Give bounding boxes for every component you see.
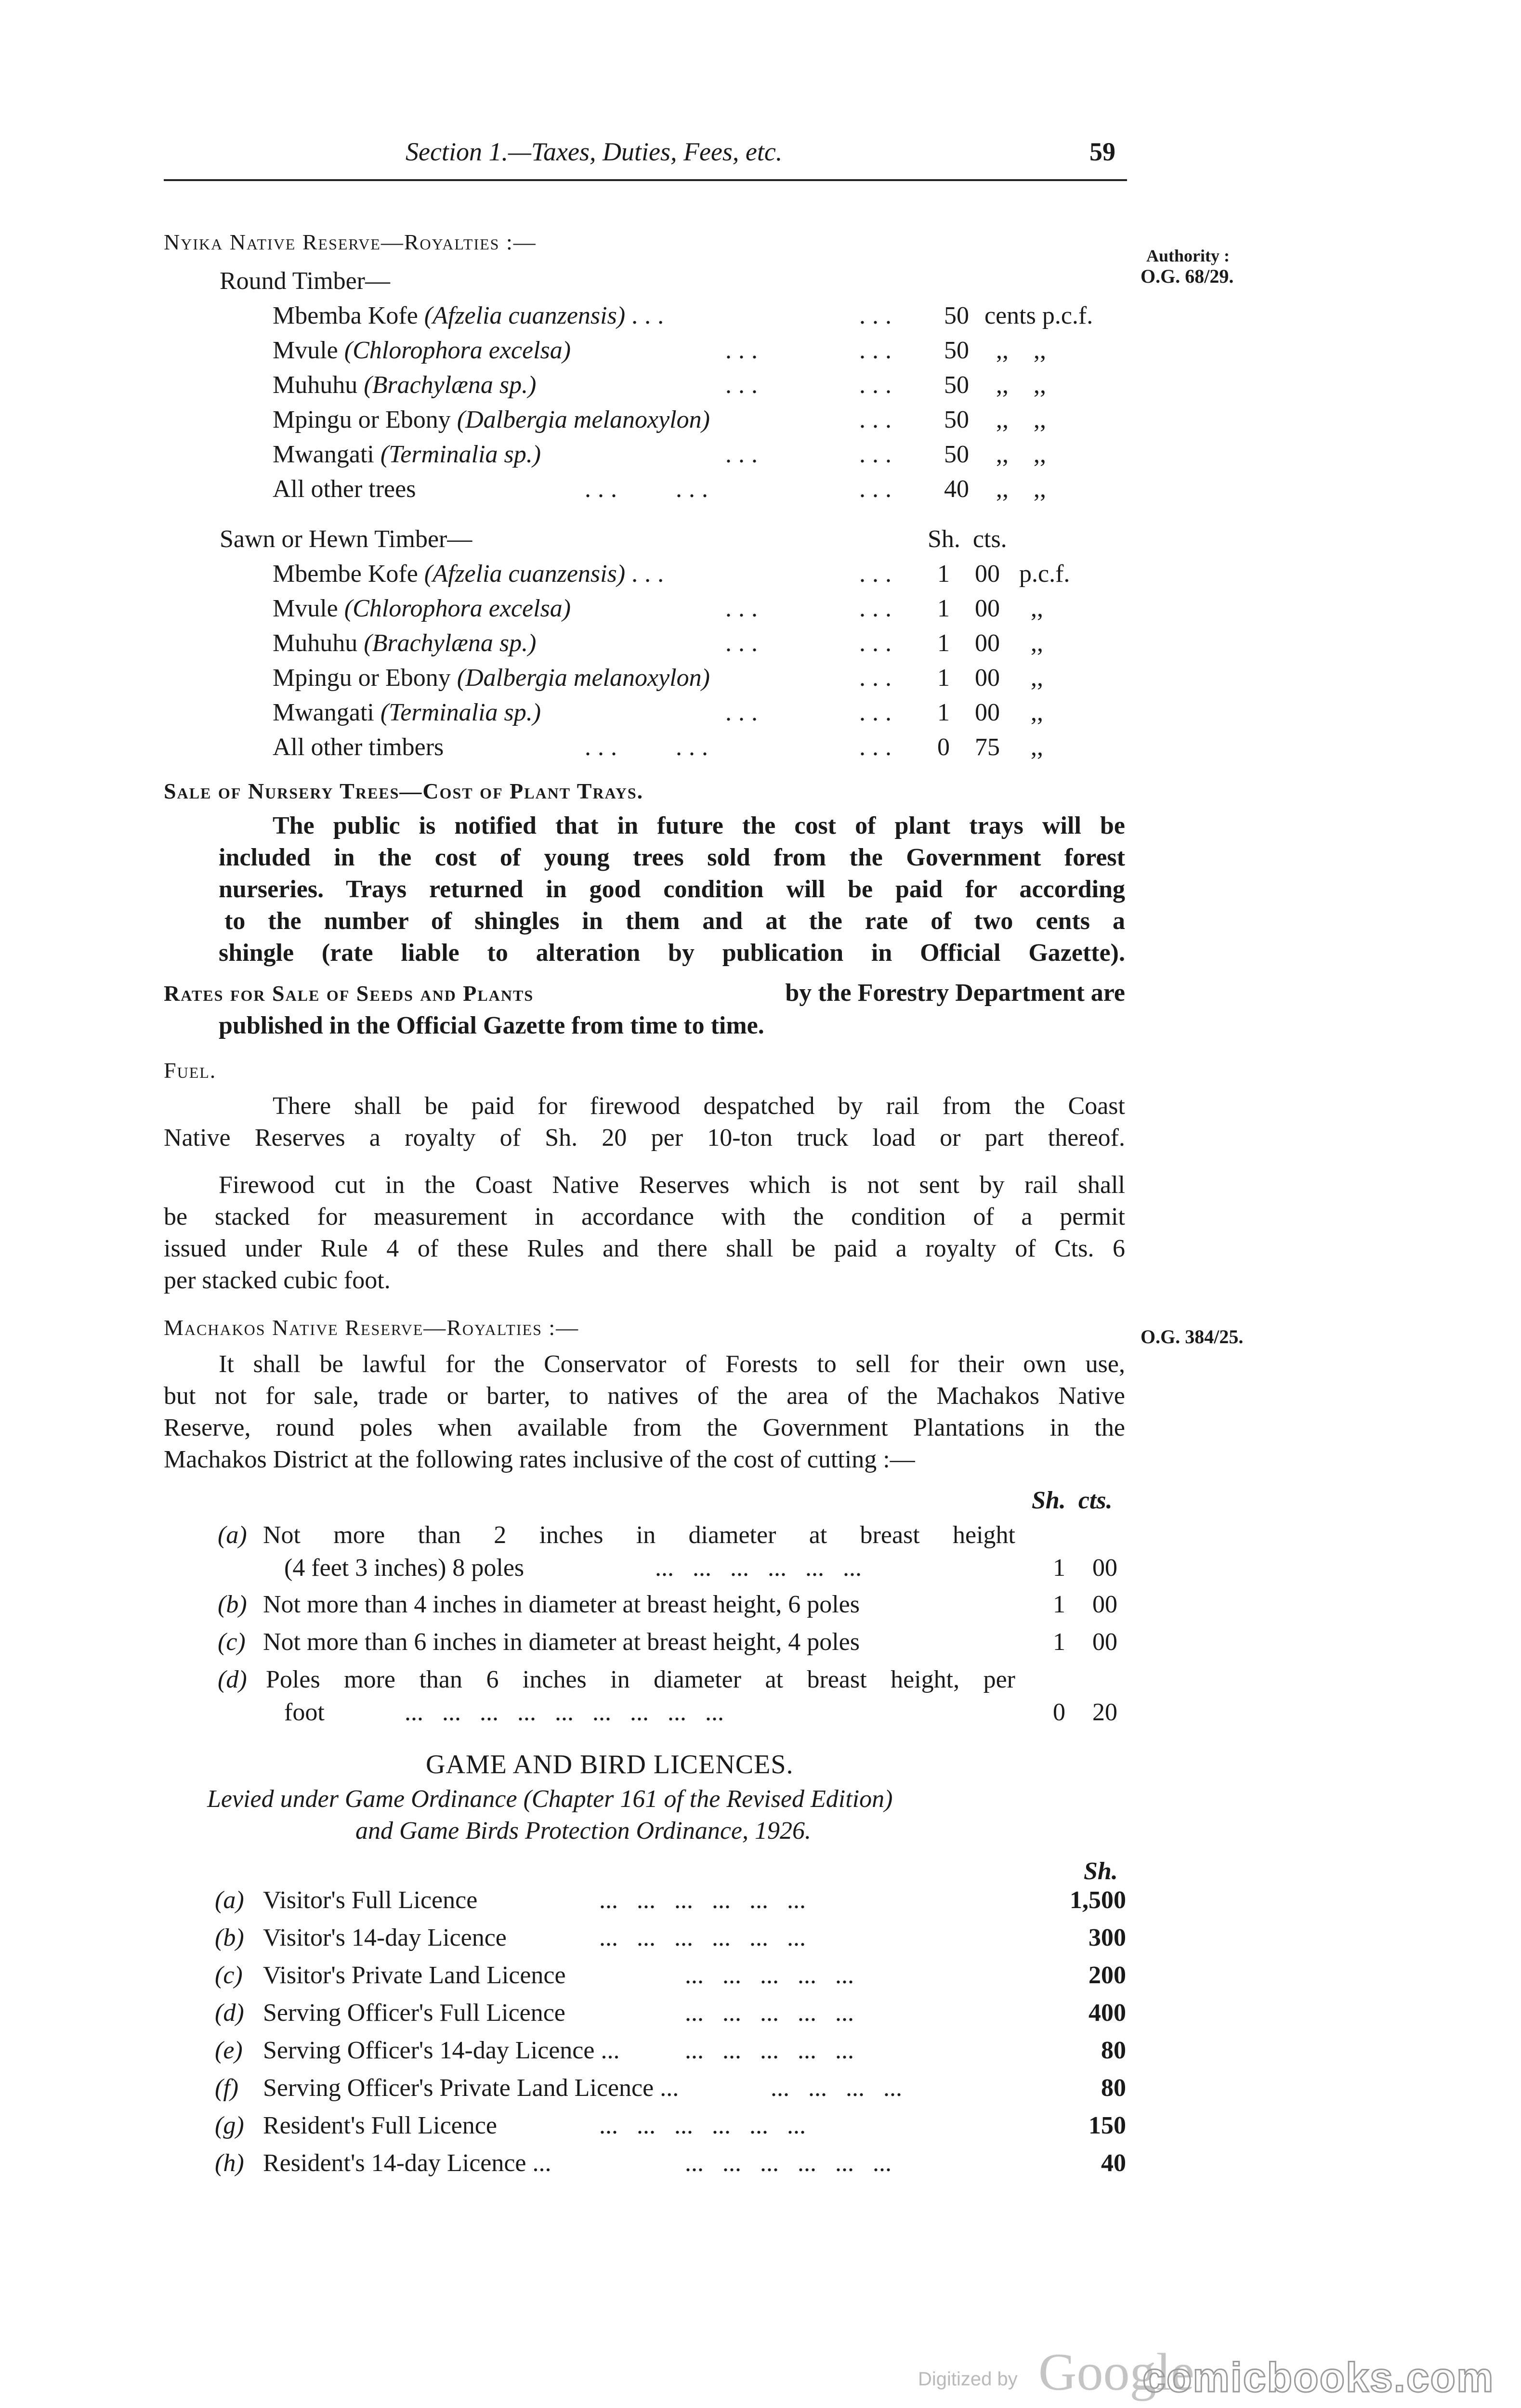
list-item: Mwangati (Terminalia sp.) bbox=[273, 441, 541, 468]
list-item: Muhuhu (Brachylæna sp.) bbox=[273, 371, 537, 399]
sh-value: 1 bbox=[937, 629, 950, 657]
nursery-heading: Sale of Nursery Trees—Cost of Plant Trays. bbox=[164, 779, 644, 803]
licence-name: Visitor's Full Licence bbox=[263, 1886, 478, 1914]
licence-fee: 150 bbox=[1088, 2112, 1126, 2139]
licence-name: Serving Officer's Private Land Licence ... bbox=[263, 2074, 679, 2102]
rate-value: 50 bbox=[944, 302, 969, 329]
leader-dots: ... ... ... ... ... ... bbox=[599, 2112, 806, 2139]
sh-value: 0 bbox=[1053, 1699, 1065, 1726]
item-letter: (c) bbox=[218, 1628, 246, 1656]
licence-fee: 200 bbox=[1088, 1962, 1126, 1989]
list-item: Mpingu or Ebony (Dalbergia melanoxylon) bbox=[273, 406, 710, 433]
cts-value: 00 bbox=[975, 560, 1000, 588]
licence-fee: 80 bbox=[1101, 2074, 1126, 2102]
rate-unit: ,, ,, bbox=[996, 406, 1046, 433]
rate-value: 50 bbox=[944, 406, 969, 433]
leader-dots: ... bbox=[725, 699, 764, 726]
rate-value: 50 bbox=[944, 371, 969, 399]
item-letter: (c) bbox=[215, 1962, 243, 1989]
cts-value: 00 bbox=[975, 699, 1000, 726]
licence-name: Resident's Full Licence bbox=[263, 2112, 497, 2139]
sh-value: 0 bbox=[937, 733, 950, 761]
cts-value: 00 bbox=[1092, 1628, 1117, 1656]
rate-value: 40 bbox=[944, 475, 969, 503]
fuel-paragraph-1: There shall be paid for firewood despatched by rail from the Coast Native Reserves a royalty of Sh. 20 per 10-ton truck load or part thereof. bbox=[164, 1092, 1125, 1152]
rate-value: 50 bbox=[944, 441, 969, 468]
rate-unit: p.c.f. bbox=[1019, 560, 1070, 588]
seeds-line-2: published in the Official Gazette from time to time. bbox=[219, 1012, 764, 1039]
rate-unit: ,, bbox=[1031, 595, 1043, 622]
machakos-heading: Machakos Native Reserve—Royalties :— bbox=[164, 1315, 579, 1340]
licence-name: Serving Officer's 14-day Licence ... bbox=[263, 2037, 620, 2064]
fuel-heading: Fuel. bbox=[164, 1058, 217, 1083]
list-item: Mvule (Chlorophora excelsa) bbox=[273, 595, 571, 622]
leader-dots: ... ... bbox=[585, 475, 715, 503]
header-rule bbox=[164, 179, 1127, 181]
leader-dots: ... ... ... ... bbox=[771, 2074, 902, 2102]
page-number: 59 bbox=[1089, 137, 1115, 166]
leader-dots: ... bbox=[859, 560, 898, 588]
list-item: Mpingu or Ebony (Dalbergia melanoxylon) bbox=[273, 664, 710, 692]
rate-unit: ,, bbox=[1031, 664, 1043, 692]
rate-unit: ,, ,, bbox=[996, 441, 1046, 468]
list-item: Mwangati (Terminalia sp.) bbox=[273, 699, 541, 726]
leader-dots: ... bbox=[859, 629, 898, 657]
sh-value: 1 bbox=[937, 560, 950, 588]
leader-dots: ... bbox=[859, 664, 898, 692]
leader-dots: ... bbox=[859, 699, 898, 726]
leader-dots: ... bbox=[859, 475, 898, 503]
sh-value: 1 bbox=[1053, 1628, 1065, 1656]
list-item: Mbemba Kofe (Afzelia cuanzensis) ... bbox=[273, 302, 671, 329]
licence-name: Visitor's Private Land Licence bbox=[263, 1962, 566, 1989]
list-item: Poles more than 6 inches in diameter at breast height, per bbox=[266, 1666, 1015, 1693]
digitized-label: Digitized by bbox=[918, 2369, 1018, 2390]
machakos-note: O.G. 384/25. bbox=[1141, 1326, 1244, 1348]
leader-dots: ... ... ... ... ... bbox=[685, 2037, 854, 2064]
item-letter: (b) bbox=[215, 1924, 244, 1951]
cts-value: 00 bbox=[975, 629, 1000, 657]
rate-unit: ,, ,, bbox=[996, 475, 1046, 503]
leader-dots: ... ... ... ... ... ... bbox=[655, 1554, 862, 1582]
leader-dots: ... ... ... ... ... ... bbox=[685, 2149, 892, 2177]
seeds-line: Rates for Sale of Seeds and Plants by the Forestry Department are bbox=[164, 979, 1125, 1007]
leader-dots: ... bbox=[859, 337, 898, 364]
cts-value: 00 bbox=[975, 595, 1000, 622]
leader-dots: ... bbox=[859, 733, 898, 761]
leader-dots: ... bbox=[859, 302, 898, 329]
leader-dots: ... bbox=[725, 337, 764, 364]
licence-name: Resident's 14-day Licence ... bbox=[263, 2149, 551, 2177]
list-item: All other trees bbox=[273, 475, 416, 503]
leader-dots: ... ... ... ... ... ... bbox=[599, 1886, 806, 1914]
list-item: Mvule (Chlorophora excelsa) bbox=[273, 337, 571, 364]
leader-dots: ... bbox=[859, 595, 898, 622]
game-subtitle-2: and Game Birds Protection Ordinance, 1926. bbox=[355, 1817, 811, 1845]
leader-dots: ... ... ... ... ... ... ... ... ... bbox=[405, 1699, 724, 1726]
rate-unit: ,, bbox=[1031, 699, 1043, 726]
licence-fee: 400 bbox=[1088, 1999, 1126, 2027]
licence-name: Visitor's 14-day Licence bbox=[263, 1924, 507, 1951]
item-letter: (a) bbox=[215, 1886, 244, 1914]
round-timber-label: Round Timber— bbox=[220, 267, 390, 295]
column-heading: Sh. bbox=[1084, 1858, 1118, 1885]
item-letter: (d) bbox=[218, 1666, 247, 1693]
licence-fee: 40 bbox=[1101, 2149, 1126, 2177]
list-item-cont: (4 feet 3 inches) 8 poles bbox=[284, 1554, 524, 1582]
cts-value: 00 bbox=[975, 664, 1000, 692]
leader-dots: ... ... bbox=[585, 733, 715, 761]
column-heading: Sh. cts. bbox=[928, 525, 1007, 553]
item-letter: (e) bbox=[215, 2037, 243, 2064]
item-letter: (g) bbox=[215, 2112, 244, 2139]
rate-unit: cents p.c.f. bbox=[984, 302, 1093, 329]
rate-unit: ,, ,, bbox=[996, 337, 1046, 364]
cts-value: 75 bbox=[975, 733, 1000, 761]
leader-dots: ... bbox=[725, 629, 764, 657]
machakos-paragraph: It shall be lawful for the Conservator of Forests to sell for their own use, but not for sale, trade or barter, to natives of the area of the Machakos Native Reserve, round poles when available from the Government Plantations in the Machakos District at the following rates inclusive of the cost of cutting :— bbox=[164, 1350, 1125, 1473]
sh-value: 1 bbox=[1053, 1554, 1065, 1582]
rate-value: 50 bbox=[944, 337, 969, 364]
licence-fee: 300 bbox=[1088, 1924, 1126, 1951]
list-item: Not more than 2 inches in diameter at breast height bbox=[263, 1521, 1015, 1549]
licence-fee: 80 bbox=[1101, 2037, 1126, 2064]
leader-dots: ... bbox=[859, 441, 898, 468]
sh-value: 1 bbox=[937, 699, 950, 726]
google-logo: Google bbox=[1038, 2343, 1194, 2401]
rate-unit: ,, bbox=[1031, 733, 1043, 761]
watermark: comicbooks.com bbox=[1142, 2355, 1495, 2401]
leader-dots: ... bbox=[859, 371, 898, 399]
nursery-paragraph: The public is notified that in future the cost of plant trays will be included in the cost of young trees sold from the Government forest nurseries. Trays returned in good condition will be paid for according to the number of shingles in them and at the rate of two cents a shingle (rate liable to alteration by publication in Official Gazette). bbox=[219, 812, 1125, 967]
list-item: Muhuhu (Brachylæna sp.) bbox=[273, 629, 537, 657]
cts-value: 20 bbox=[1092, 1699, 1117, 1726]
list-item: Mbembe Kofe (Afzelia cuanzensis) ... bbox=[273, 560, 671, 588]
item-letter: (h) bbox=[215, 2149, 244, 2177]
game-subtitle-1: Levied under Game Ordinance (Chapter 161 of the Revised Edition) bbox=[207, 1785, 893, 1813]
sh-value: 1 bbox=[937, 664, 950, 692]
list-item: All other timbers bbox=[273, 733, 444, 761]
cts-value: 00 bbox=[1092, 1554, 1117, 1582]
leader-dots: ... bbox=[859, 406, 898, 433]
rate-unit: ,, bbox=[1031, 629, 1043, 657]
list-item: Not more than 4 inches in diameter at breast height, 6 poles bbox=[263, 1591, 860, 1618]
list-item-cont: foot bbox=[284, 1699, 325, 1726]
licence-name: Serving Officer's Full Licence bbox=[263, 1999, 565, 2027]
column-heading: Sh. cts. bbox=[1032, 1487, 1113, 1514]
leader-dots: ... bbox=[725, 371, 764, 399]
authority-ref: O.G. 68/29. bbox=[1141, 265, 1234, 287]
game-title: GAME AND BIRD LICENCES. bbox=[426, 1750, 794, 1780]
sawn-timber-label: Sawn or Hewn Timber— bbox=[220, 525, 472, 553]
leader-dots: ... ... ... ... ... ... bbox=[599, 1924, 806, 1951]
leader-dots: ... bbox=[725, 595, 764, 622]
sh-value: 1 bbox=[1053, 1591, 1065, 1618]
item-letter: (d) bbox=[215, 1999, 244, 2027]
fuel-paragraph-2: Firewood cut in the Coast Native Reserves which is not sent by rail shall be stacked for measurement in accordance with the condition of a permit issued under Rule 4 of these Rules and there shall be paid a royalty of Cts. 6 per stacked cubic foot. bbox=[164, 1171, 1125, 1294]
leader-dots: ... bbox=[725, 441, 764, 468]
cts-value: 00 bbox=[1092, 1591, 1117, 1618]
item-letter: (f) bbox=[215, 2074, 239, 2102]
list-item: Not more than 6 inches in diameter at breast height, 4 poles bbox=[263, 1628, 860, 1656]
leader-dots: ... ... ... ... ... bbox=[685, 1962, 854, 1989]
item-letter: (b) bbox=[218, 1591, 247, 1618]
running-title: Section 1.—Taxes, Duties, Fees, etc. bbox=[406, 137, 783, 166]
licence-fee: 1,500 bbox=[1070, 1886, 1126, 1914]
nyika-heading: Nyika Native Reserve—Royalties :— bbox=[164, 230, 537, 254]
item-letter: (a) bbox=[218, 1521, 247, 1549]
authority-label: Authority : bbox=[1146, 246, 1230, 265]
rate-unit: ,, ,, bbox=[996, 371, 1046, 399]
sh-value: 1 bbox=[937, 595, 950, 622]
leader-dots: ... ... ... ... ... bbox=[685, 1999, 854, 2027]
